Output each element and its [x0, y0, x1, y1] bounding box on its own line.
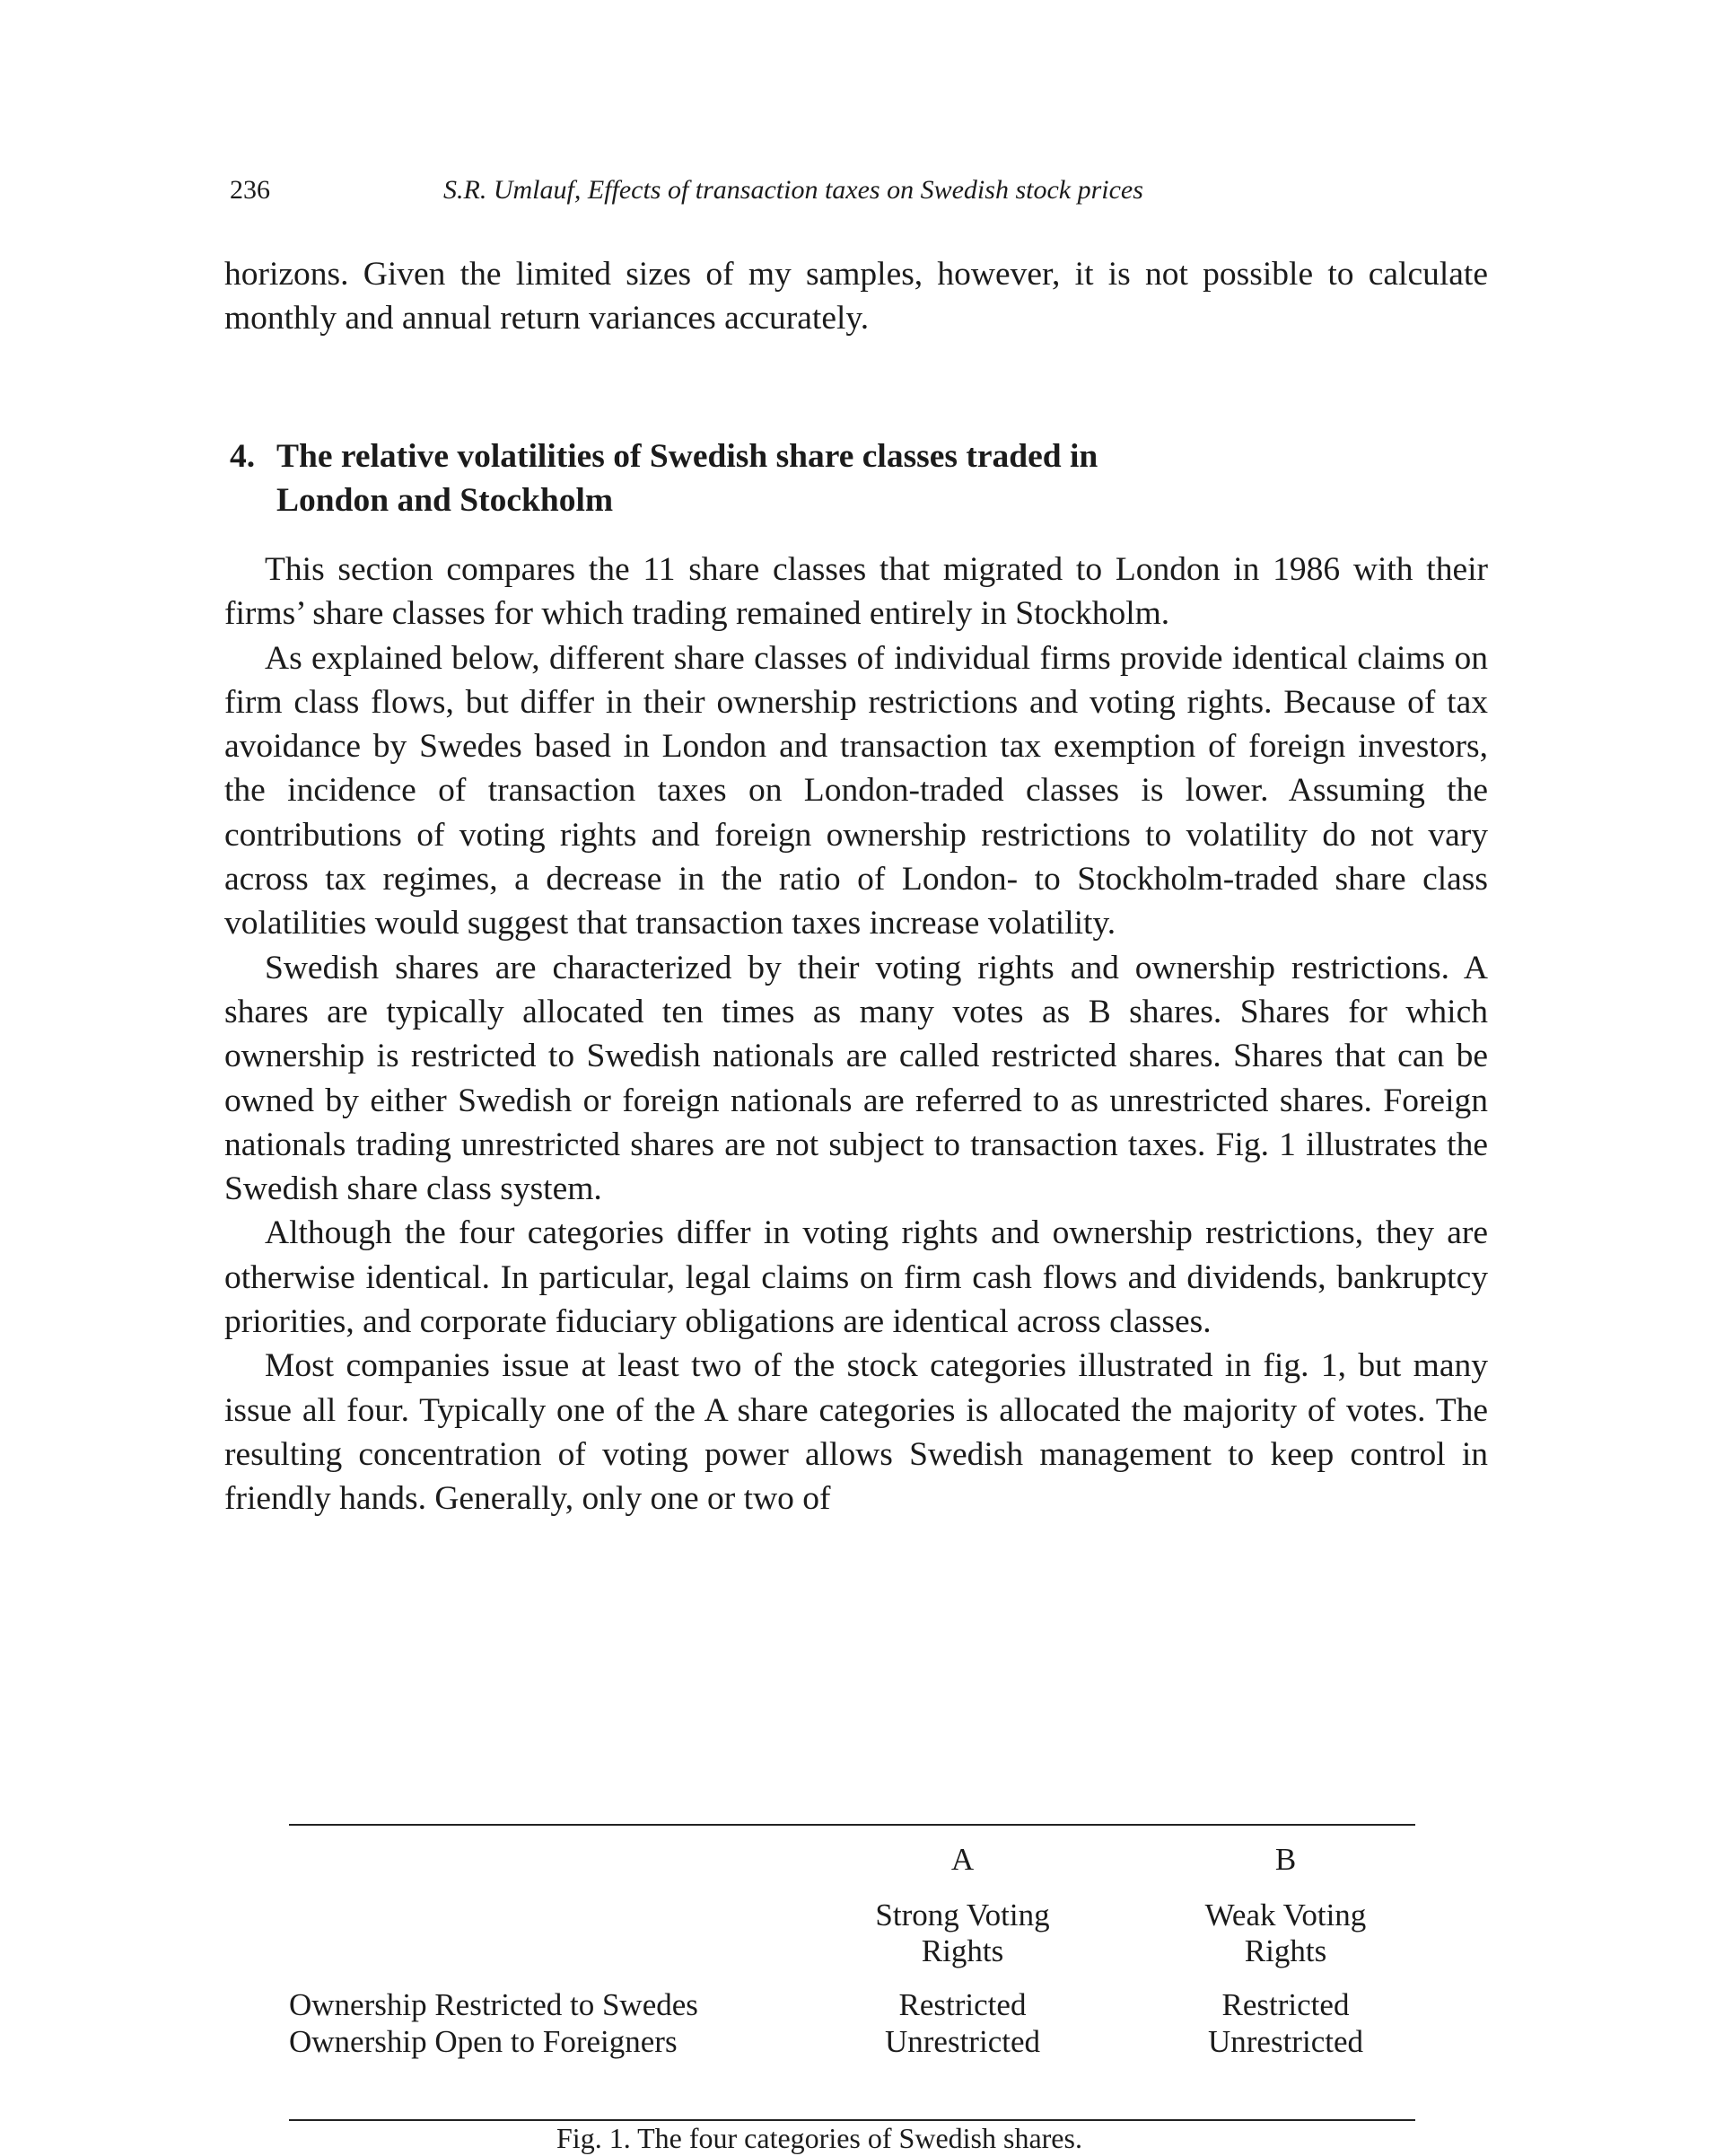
body-paragraph: This section compares the 11 share classes that migrated to London in 1986 with their firms’ share classes for which trading remained entirely in Stockholm.	[224, 551, 1488, 633]
running-title: S.R. Umlauf, Effects of transaction taxes on Swedish stock prices	[443, 175, 1143, 205]
col-a-desc-line-1: Strong Voting	[875, 1897, 1050, 1933]
section-body	[224, 548, 1488, 1521]
section-number: 4.	[230, 438, 256, 475]
col-b-desc-line-2: Rights	[1244, 1933, 1327, 1968]
col-a-letter: A	[950, 1842, 975, 1877]
share-class-figure	[289, 1824, 1415, 2121]
body-paragraph: Most companies issue at least two of the stock categories illustrated in fig. 1, but many issue all four. Typically one of the A share categories is allocated the majority of votes. The resulting concentration of voting power allows Swedish management to keep control in friendly hands. Generally, only one or two of	[224, 1347, 1488, 1518]
body-paragraph: As explained below, different share classes of individual firms provide identical claims on firm class flows, but differ in their ownership restrictions and voting rights. Because of tax avoidance by Swedes based in London and transaction tax exemption of foreign investors, the incidence of transaction taxes on London-traded classes is lower. Assuming the contributions of voting rights and foreign ownership restrictions to volatility do not vary across tax regimes, a decrease in the ratio of London- to Stockholm-traded share class volatilities would suggest that transaction taxes increase volatility.	[224, 639, 1488, 942]
intro-text	[224, 252, 1488, 341]
cell-a-restricted: Restricted	[898, 1987, 1027, 2022]
row-label-unrestricted: Ownership Open to Foreigners	[289, 2024, 678, 2059]
col-b-letter: B	[1274, 1842, 1297, 1877]
body-paragraph: Although the four categories differ in voting rights and ownership restrictions, they are otherwise identical. In particular, legal claims on firm cash flows and dividends, bankruptcy priorities, and corporate fiduciary obligations are identical across classes.	[224, 1214, 1488, 1341]
section-title-line-2: London and Stockholm	[276, 482, 614, 519]
body-paragraph: Swedish shares are characterized by their voting rights and ownership restrictions. A shares are typically allocated ten times as many votes as B shares. Shares for which ownership is restricted to Swedish nationals are called restricted shares. Shares that can be owned by either Swedish or foreign nationals are referred to as unrestricted shares. Foreign nationals trading unrestricted shares are not subject to transaction taxes. Fig. 1 illustrates the Swedish share class system.	[224, 949, 1488, 1208]
row-label-restricted: Ownership Restricted to Swedes	[289, 1987, 698, 2022]
cell-b-restricted: Restricted	[1221, 1987, 1350, 2022]
cell-a-unrestricted: Unrestricted	[885, 2024, 1040, 2059]
page-number: 236	[230, 175, 270, 205]
section-heading	[230, 434, 1486, 522]
figure-caption: Fig. 1. The four categories of Swedish shares.	[556, 2122, 1082, 2154]
section-title-line-1: The relative volatilities of Swedish share classes traded in	[276, 438, 1098, 475]
col-a-desc-line-2: Rights	[921, 1933, 1004, 1968]
col-b-desc-line-1: Weak Voting	[1204, 1897, 1367, 1933]
intro-paragraph: horizons. Given the limited sizes of my samples, however, it is not possible to calculate monthly and annual return variances accurately.	[224, 256, 1488, 337]
cell-b-unrestricted: Unrestricted	[1208, 2024, 1363, 2059]
